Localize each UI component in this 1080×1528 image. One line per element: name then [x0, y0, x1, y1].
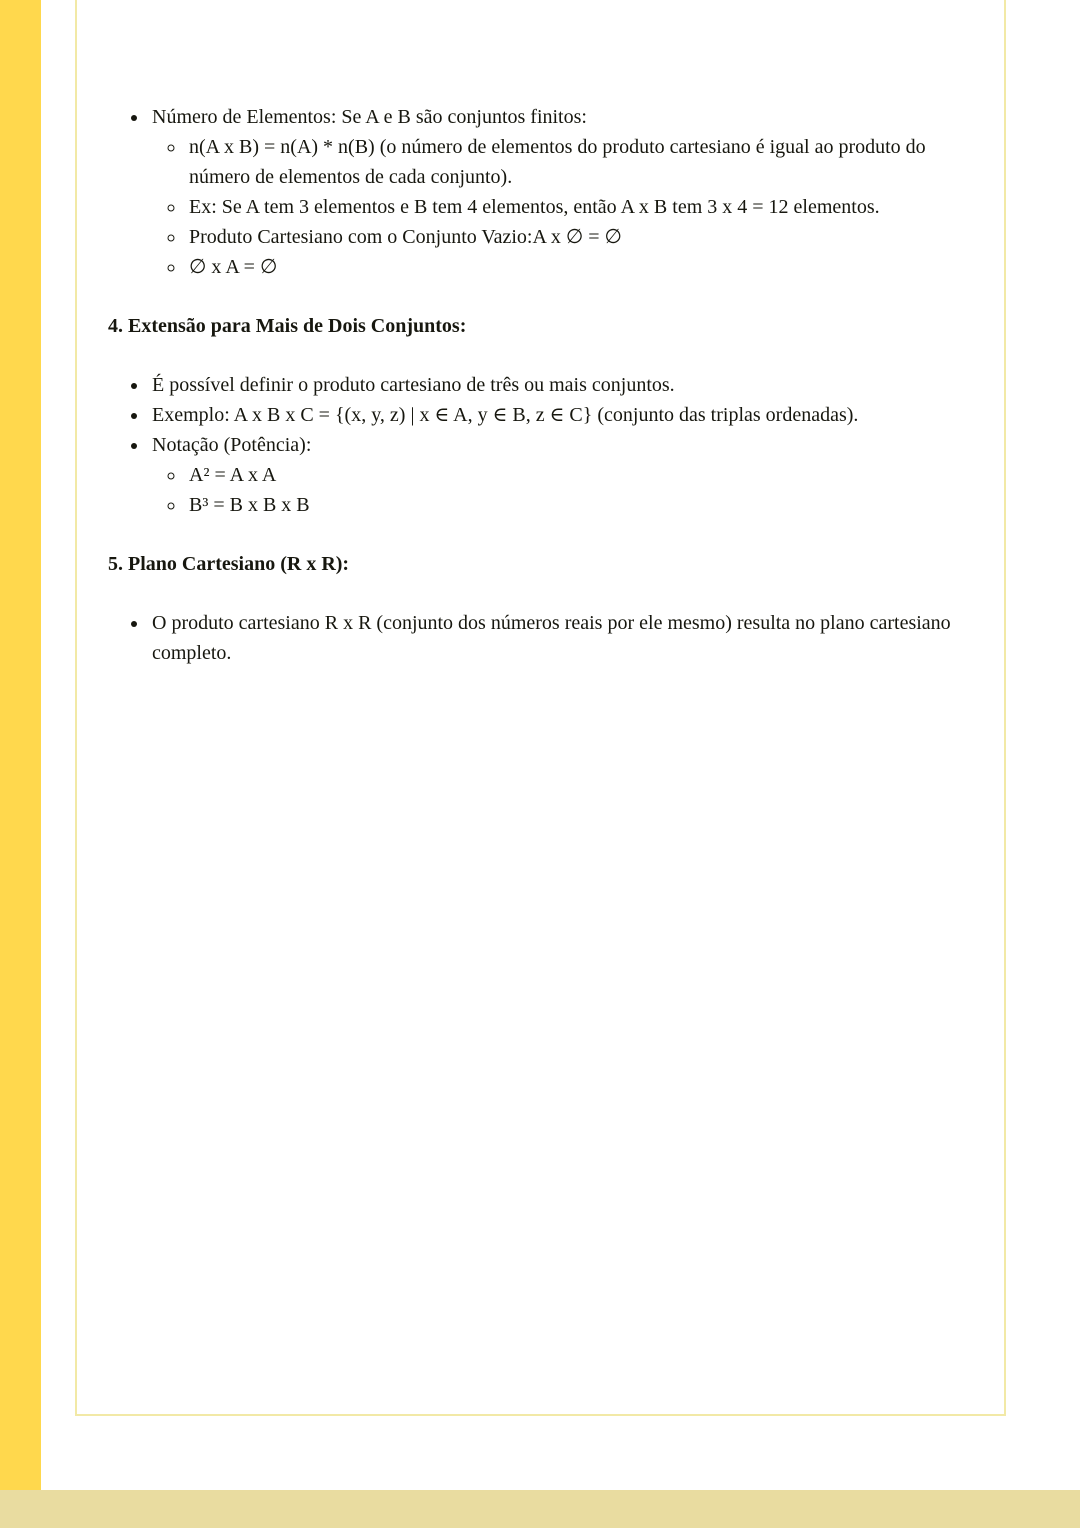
sub-list-item: ◦ Ex: Se A tem 3 elementos e B tem 4 elementos, então A x B tem 3 x 4 = 12 elementos. — [186, 192, 944, 222]
left-accent-strip — [0, 0, 41, 1528]
list-item — [149, 430, 966, 520]
page-sheet — [75, 0, 1006, 1416]
sub-list-item: ◦ ∅ x A = ∅ — [186, 252, 944, 282]
list-item: • O produto cartesiano R x R (conjunto dos números reais por ele mesmo) resulta no plano cartesiano completo. — [149, 608, 966, 668]
list-item-text: Notação (Potência): — [152, 434, 312, 456]
list-item — [149, 102, 966, 282]
sub-list-item: ◦ A² = A x A — [186, 460, 944, 490]
section4-bullet-list — [108, 370, 966, 520]
intro-sub-list — [152, 132, 966, 282]
sub-list-item: ◦ Produto Cartesiano com o Conjunto Vazio:A x ∅ = ∅ — [186, 222, 944, 252]
section-heading-4: 4. Extensão para Mais de Dois Conjuntos: — [108, 315, 467, 337]
section-heading-5: 5. Plano Cartesiano (R x R): — [108, 553, 350, 575]
page-content — [77, 0, 1004, 668]
intro-bullet-list — [108, 102, 966, 282]
list-item: • É possível definir o produto cartesiano de três ou mais conjuntos. — [149, 370, 966, 400]
list-item: • Exemplo: A x B x C = {(x, y, z) | x ∈ A, y ∈ B, z ∈ C} (conjunto das triplas ordenadas). — [149, 400, 966, 430]
section5-bullet-list — [108, 608, 966, 668]
sub-list-item: ◦ B³ = B x B x B — [186, 490, 944, 520]
sub-list-item: ◦ n(A x B) = n(A) * n(B) (o número de elementos do produto cartesiano é igual ao produto do número de elementos de cada conjunto). — [186, 132, 944, 192]
notation-sub-list — [152, 460, 966, 520]
bottom-accent-strip — [0, 1490, 1080, 1528]
list-item-text: Número de Elementos: Se A e B são conjuntos finitos: — [152, 106, 587, 128]
